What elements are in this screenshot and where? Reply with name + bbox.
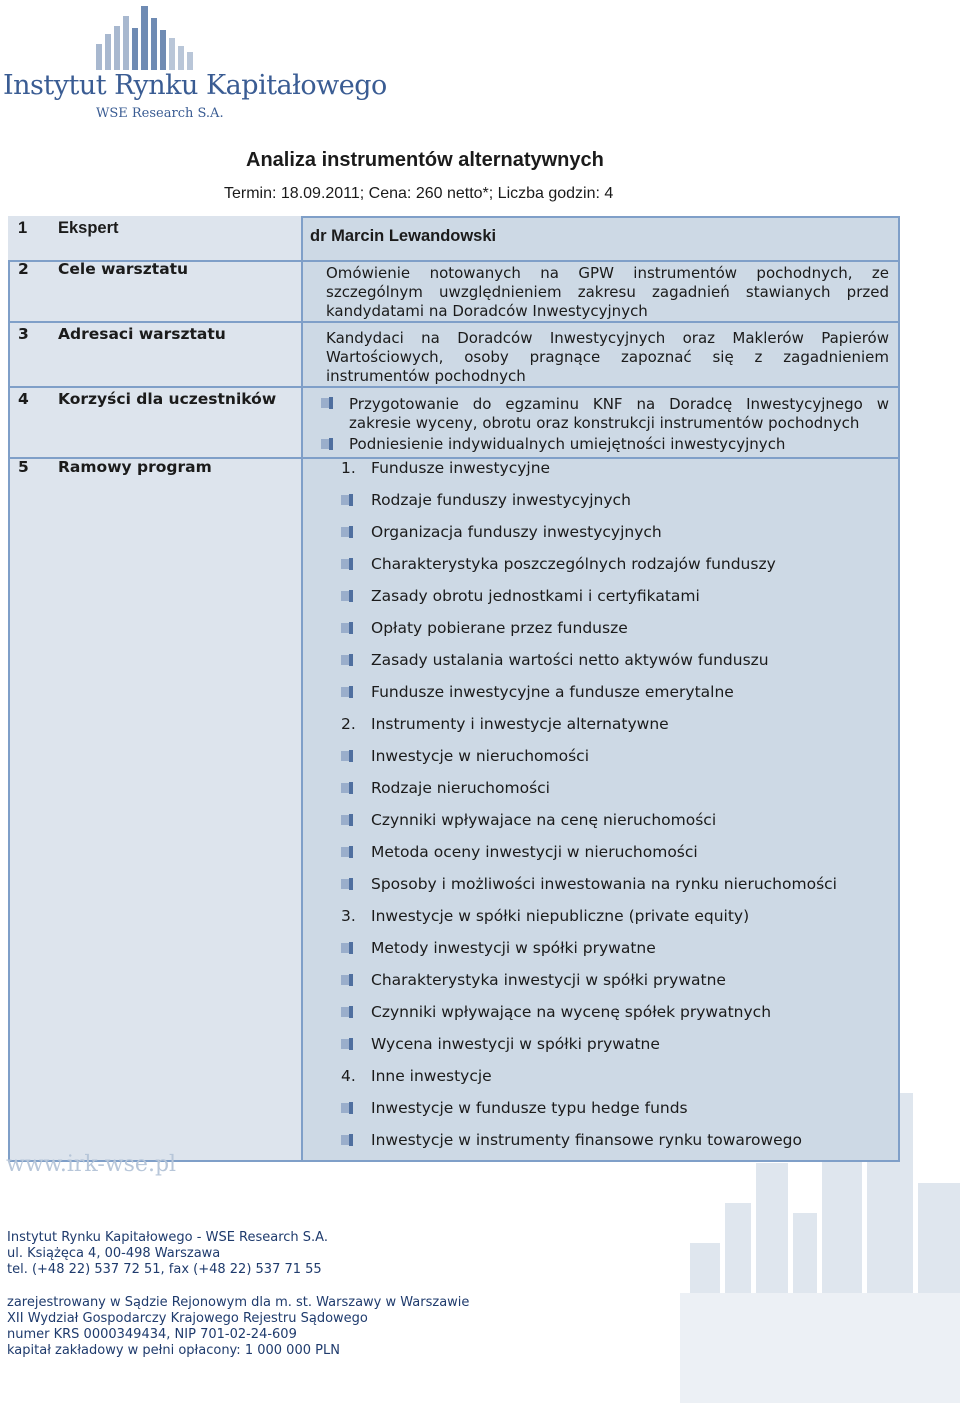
program-section-title: Instrumenty i inwestycje alternatywne	[371, 715, 669, 733]
bullet-icon	[321, 397, 333, 409]
footer-address-line: ul. Książęca 4, 00-498 Warszawa	[7, 1246, 221, 1261]
logo-name: Instytut Rynku Kapitałowego	[3, 70, 387, 101]
row-label-audience: 3 Adresaci warsztatu	[18, 325, 226, 343]
program-item: Inwestycje w nieruchomości	[371, 747, 590, 765]
program-section-title: Fundusze inwestycyjne	[371, 459, 551, 477]
table-border	[898, 216, 900, 1162]
bullet-icon	[341, 686, 353, 698]
building-bars-icon	[96, 4, 206, 70]
bullet-icon	[341, 1134, 353, 1146]
program-item: Charakterystyka poszczególnych rodzajów funduszy	[371, 555, 776, 573]
footer-address-line: tel. (+48 22) 537 72 51, fax (+48 22) 537 71 55	[7, 1262, 322, 1277]
footer-address-line: Instytut Rynku Kapitałowego - WSE Research S.A.	[7, 1230, 328, 1245]
program-section-number: 3.	[341, 907, 356, 925]
footer-registry-line: XII Wydział Gospodarczy Krajowego Rejestru Sądowego	[7, 1311, 368, 1326]
bullet-icon	[341, 622, 353, 634]
program-section-number: 1.	[341, 459, 356, 477]
program-item: Charakterystyka inwestycji w spółki prywatne	[371, 971, 726, 989]
program-section-title: Inne inwestycje	[371, 1067, 492, 1085]
program-item: Metoda oceny inwestycji w nieruchomości	[371, 843, 698, 861]
program-item: Rodzaje funduszy inwestycyjnych	[371, 491, 631, 509]
program-section-number: 2.	[341, 715, 356, 733]
bullet-icon	[341, 1102, 353, 1114]
table-border	[8, 386, 900, 388]
program-item: Czynniki wpływające na wycenę spółek prywatnych	[371, 1003, 772, 1021]
logo-subtitle: WSE Research S.A.	[96, 106, 224, 121]
audience-text: Kandydaci na Doradców Inwestycyjnych oraz Maklerów Papierów Wartościowych, osoby pragnące zapoznać się z zagadnieniem instrumentów pochodnych	[326, 329, 889, 385]
bullet-icon	[341, 526, 353, 538]
table-border	[302, 216, 900, 218]
bullet-icon	[341, 974, 353, 986]
bullet-icon	[321, 438, 333, 450]
expert-name: dr Marcin Lewandowski	[310, 227, 497, 245]
footer-registry-line: zarejestrowany w Sądzie Rejonowym dla m. st. Warszawy w Warszawie	[7, 1295, 470, 1310]
program-item: Inwestycje w instrumenty finansowe rynku towarowego	[371, 1131, 802, 1149]
bullet-icon	[341, 878, 353, 890]
row-label-expert: 1 Ekspert	[18, 219, 119, 237]
program-item: Rodzaje nieruchomości	[371, 779, 550, 797]
footer-registry-line: numer KRS 0000349434, NIP 701-02-24-609	[7, 1327, 297, 1342]
bullet-icon	[341, 782, 353, 794]
program-section-number: 4.	[341, 1067, 356, 1085]
benefit-item: Przygotowanie do egzaminu KNF na Doradcę Inwestycyjnego w zakresie wyceny, obrotu oraz konstrukcji instrumentów pochodnych	[349, 395, 889, 432]
program-item: Czynniki wpływajace na cenę nieruchomości	[371, 811, 717, 829]
document-title: Analiza instrumentów alternatywnych	[246, 149, 604, 171]
program-item: Inwestycje w fundusze typu hedge funds	[371, 1099, 688, 1117]
bullet-icon	[341, 494, 353, 506]
bullet-icon	[341, 590, 353, 602]
program-item: Metody inwestycji w spółki prywatne	[371, 939, 656, 957]
bullet-icon	[341, 942, 353, 954]
table-border	[301, 216, 303, 1162]
program-item: Sposoby i możliwości inwestowania na rynku nieruchomości	[371, 875, 837, 893]
bullet-icon	[341, 846, 353, 858]
program-section-title: Inwestycje w spółki niepubliczne (private equity)	[371, 907, 750, 925]
program-item: Zasady obrotu jednostkami i certyfikatami	[371, 587, 700, 605]
row-label-goals: 2 Cele warsztatu	[18, 260, 189, 278]
bullet-icon	[341, 1038, 353, 1050]
bullet-icon	[341, 750, 353, 762]
program-item: Zasady ustalania wartości netto aktywów funduszu	[371, 651, 769, 669]
table-border	[8, 321, 900, 323]
bullet-icon	[341, 1006, 353, 1018]
website-url: www.irk-wse.pl	[6, 1152, 177, 1177]
bullet-icon	[341, 654, 353, 666]
program-item: Organizacja funduszy inwestycyjnych	[371, 523, 662, 541]
footer-registry-line: kapitał zakładowy w pełni opłacony: 1 000 000 PLN	[7, 1343, 340, 1358]
table-border	[8, 260, 10, 1162]
benefit-item: Podniesienie indywidualnych umiejętności inwestycyjnych	[349, 435, 786, 453]
goals-text: Omówienie notowanych na GPW instrumentów pochodnych, ze szczególnym uwzględnieniem zakresu zagadnień stawianych przed kandydatami na Doradców Inwestycyjnych	[326, 264, 889, 320]
term-info: Termin: 18.09.2011; Cena: 260 netto*; Liczba godzin: 4	[224, 185, 614, 202]
bullet-icon	[341, 814, 353, 826]
label-column	[8, 216, 302, 1162]
row-label-program: 5 Ramowy program	[18, 458, 212, 476]
program-item: Fundusze inwestycyjne a fundusze emerytalne	[371, 683, 734, 701]
row-label-benefits: 4 Korzyści dla uczestników	[18, 390, 277, 408]
program-item: Wycena inwestycji w spółki prywatne	[371, 1035, 660, 1053]
company-logo	[0, 0, 387, 130]
bullet-icon	[341, 558, 353, 570]
program-item: Opłaty pobierane przez fundusze	[371, 619, 628, 637]
